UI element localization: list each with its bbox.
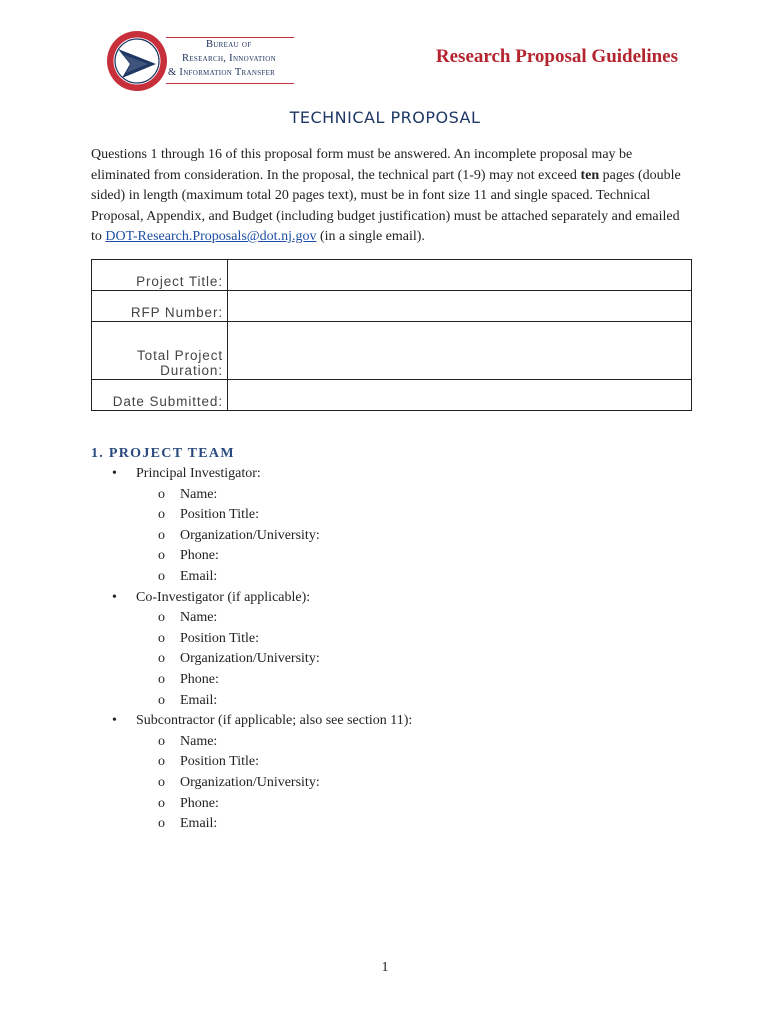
logo-line-3: & Information Transfer (168, 67, 276, 78)
document-title: TECHNICAL PROPOSAL (289, 108, 481, 127)
sub-email-label: Email: (180, 816, 218, 832)
pi-position-label: Position Title: (180, 507, 259, 523)
pi-phone-label: Phone: (180, 548, 219, 564)
total-duration-label-line-2: Duration: (160, 363, 223, 378)
sub-bullet-icon: o (158, 651, 165, 667)
sub-organization-label: Organization/University: (180, 774, 320, 790)
intro-text-2: pages (double sided) in length (maximum total 20 pages text), must be in font size 11 and single spaced. Technical Proposal, Appendix, and Budget (including budget justification) must be attached separately and emailed to (91, 167, 681, 244)
intro-text-1: Questions 1 through 16 of this proposal form must be answered. An incomplete proposal may be eliminated from consideration. In the proposal, the technical part (1-9) may not exceed (91, 147, 633, 183)
header-title: Research Proposal Guidelines (435, 46, 678, 67)
sub-bullet-icon: o (158, 527, 165, 543)
sub-phone-label: Phone: (180, 795, 219, 811)
sub-bullet-icon: o (158, 733, 165, 749)
date-submitted-label: Date Submitted: (92, 380, 228, 411)
logo-text (168, 38, 276, 80)
project-info-table (91, 259, 692, 411)
intro-paragraph (91, 145, 691, 248)
table-row (92, 380, 692, 411)
logo-bottom-rule (166, 83, 294, 84)
co-email-label: Email: (180, 692, 218, 708)
bullet-icon: • (112, 589, 117, 605)
principal-investigator-label: Principal Investigator: (136, 466, 261, 481)
project-title-label: Project Title: (92, 260, 228, 291)
intro-text-3: (in a single email). (316, 229, 425, 244)
sub-bullet-icon: o (158, 610, 165, 626)
sub-bullet-icon: o (158, 507, 165, 523)
co-phone-label: Phone: (180, 671, 219, 687)
rfp-number-label: RFP Number: (92, 291, 228, 322)
sub-bullet-icon: o (158, 816, 165, 832)
page-number: 1 (381, 960, 389, 975)
sub-position-label: Position Title: (180, 754, 259, 770)
email-link[interactable]: DOT-Research.Proposals@dot.nj.gov (105, 229, 317, 244)
bullet-icon: • (112, 466, 117, 481)
date-submitted-field[interactable] (228, 380, 692, 411)
table-row (92, 260, 692, 291)
sub-bullet-icon: o (158, 774, 165, 790)
co-name-label: Name: (180, 610, 218, 626)
sub-bullet-icon: o (158, 630, 165, 646)
sub-name-label: Name: (180, 733, 218, 749)
table-row (92, 322, 692, 380)
total-duration-field[interactable] (228, 322, 692, 380)
intro-bold: ten (580, 167, 600, 183)
co-investigator-label: Co-Investigator (if applicable): (136, 589, 311, 605)
total-duration-label-line-1: Total Project (137, 348, 223, 363)
section-heading-project-team: 1. PROJECT TEAM (91, 446, 235, 461)
sub-bullet-icon: o (158, 692, 165, 708)
sub-bullet-icon: o (158, 548, 165, 564)
sub-bullet-icon: o (158, 486, 165, 502)
logo-line-2: Research, Innovation (182, 53, 276, 64)
sub-bullet-icon: o (158, 795, 165, 811)
co-position-label: Position Title: (180, 630, 259, 646)
sub-bullet-icon: o (158, 754, 165, 770)
pi-email-label: Email: (180, 568, 218, 584)
subcontractor-label: Subcontractor (if applicable; also see section 11): (136, 713, 413, 729)
pi-name-label: Name: (180, 486, 218, 502)
logo-line-1: Bureau of (206, 39, 252, 50)
total-duration-label (92, 322, 228, 380)
sub-bullet-icon: o (158, 671, 165, 687)
rfp-number-field[interactable] (228, 291, 692, 322)
sub-bullet-icon: o (158, 568, 165, 584)
table-row (92, 291, 692, 322)
project-title-field[interactable] (228, 260, 692, 291)
pi-organization-label: Organization/University: (180, 527, 320, 543)
bullet-icon: • (112, 713, 117, 729)
co-organization-label: Organization/University: (180, 651, 320, 667)
